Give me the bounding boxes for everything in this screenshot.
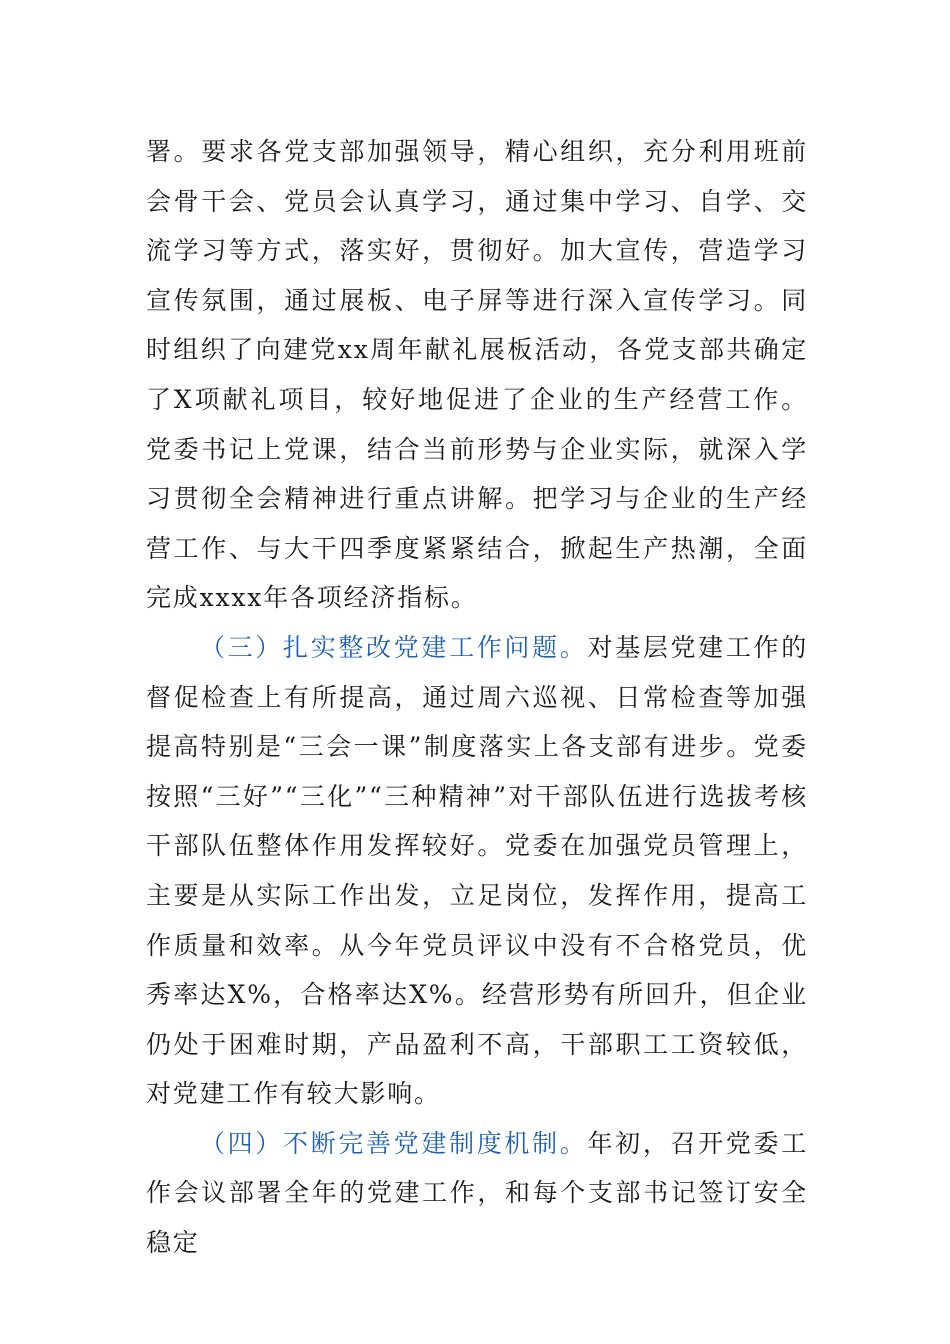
- paragraph-text: 年初，召开党委工作会议部署全年的党建工作，和每个支部书记签订安全稳定: [146, 1128, 808, 1258]
- section-heading-three: （三）扎实整改党建工作问题。: [200, 632, 588, 662]
- document-body: [146, 127, 808, 1268]
- paragraph-text: 对基层党建工作的督促检查上有所提高，通过周六巡视、日常检查等加强提高特别是“三会一课”制度落实上各支部有进步。党委按照“三好”“三化”“三种精神”对干部队伍进行选拔考核干部队伍整体作用发挥较好。党委在加强党员管理上，主要是从实际工作出发，立足岗位，发挥作用，提高工作质量和效率。从今年党员评议中没有不合格党员，优秀率达X%，合格率达X%。经营形势有所回升，但企业仍处于困难时期，产品盈利不高，干部职工工资较低，对党建工作有较大影响。: [146, 632, 808, 1109]
- paragraph-section-four: [146, 1119, 808, 1268]
- section-heading-four: （四）不断完善党建制度机制。: [200, 1128, 588, 1158]
- paragraph-section-three: [146, 623, 808, 1119]
- paragraph-text: 署。要求各党支部加强领导，精心组织，充分利用班前会骨干会、党员会认真学习，通过集中学习、自学、交流学习等方式，落实好，贯彻好。加大宣传，营造学习宣传氛围，通过展板、电子屏等进行深入宣传学习。同时组织了向建党xx周年献礼展板活动，各党支部共确定了X项献礼项目，较好地促进了企业的生产经营工作。党委书记上党课，结合当前形势与企业实际，就深入学习贯彻全会精神进行重点讲解。把学习与企业的生产经营工作、与大干四季度紧紧结合，掀起生产热潮，全面完成xxxx年各项经济指标。: [146, 137, 808, 613]
- paragraph-continuation: [146, 127, 808, 623]
